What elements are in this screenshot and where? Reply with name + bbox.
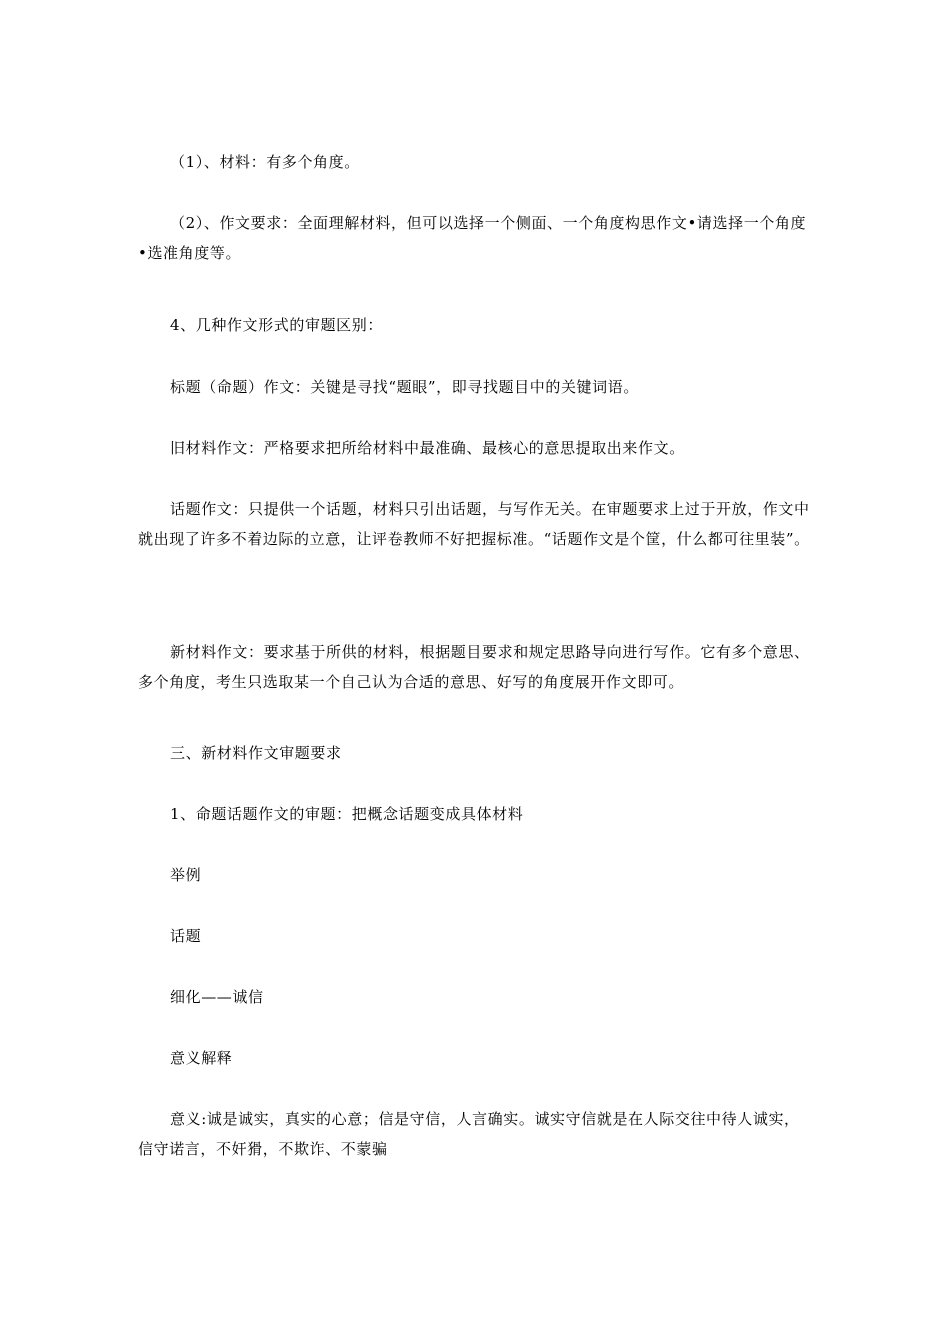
paragraph-writing-requirements: （2）、作文要求：全面理解材料，但可以选择一个侧面、一个角度构思作文•请选择一个角度•选准角度等。 bbox=[138, 214, 807, 262]
paragraph-topic-essay: 话题作文：只提供一个话题，材料只引出话题，与写作无关。在审题要求上过于开放，作文中就出现了许多不着边际的立意，让评卷教师不好把握标准。“话题作文是个筐，什么都可往里装”。 bbox=[138, 500, 810, 548]
paragraph-example-label: 举例 bbox=[170, 866, 202, 884]
paragraph-refinement-honesty: 细化——诚信 bbox=[170, 988, 264, 1006]
paragraph-topic-label: 话题 bbox=[170, 927, 202, 945]
paragraph-material-angles: （1）、材料：有多个角度。 bbox=[170, 153, 360, 171]
paragraph-section-4-heading: 4、几种作文形式的审题区别： bbox=[170, 316, 383, 334]
paragraph-subsection-1-heading: 1、命题话题作文的审题：把概念话题变成具体材料 bbox=[170, 805, 524, 823]
paragraph-new-material-essay: 新材料作文：要求基于所供的材料，根据题目要求和规定思路导向进行写作。它有多个意思、多个角度，考生只选取某一个自己认为合适的意思、好写的角度展开作文即可。 bbox=[138, 643, 810, 691]
paragraph-meaning-definition: 意义:诚是诚实，真实的心意；信是守信，人言确实。诚实守信就是在人际交往中待人诚实，信守诺言，不奸猾，不欺诈、不蒙骗 bbox=[138, 1110, 800, 1158]
paragraph-old-material-essay: 旧材料作文：严格要求把所给材料中最准确、最核心的意思提取出来作文。 bbox=[170, 439, 685, 457]
paragraph-meaning-explanation-label: 意义解释 bbox=[170, 1049, 233, 1067]
paragraph-section-3-heading: 三、新材料作文审题要求 bbox=[170, 744, 342, 762]
paragraph-title-essay: 标题（命题）作文：关键是寻找“题眼”，即寻找题目中的关键词语。 bbox=[170, 378, 639, 396]
